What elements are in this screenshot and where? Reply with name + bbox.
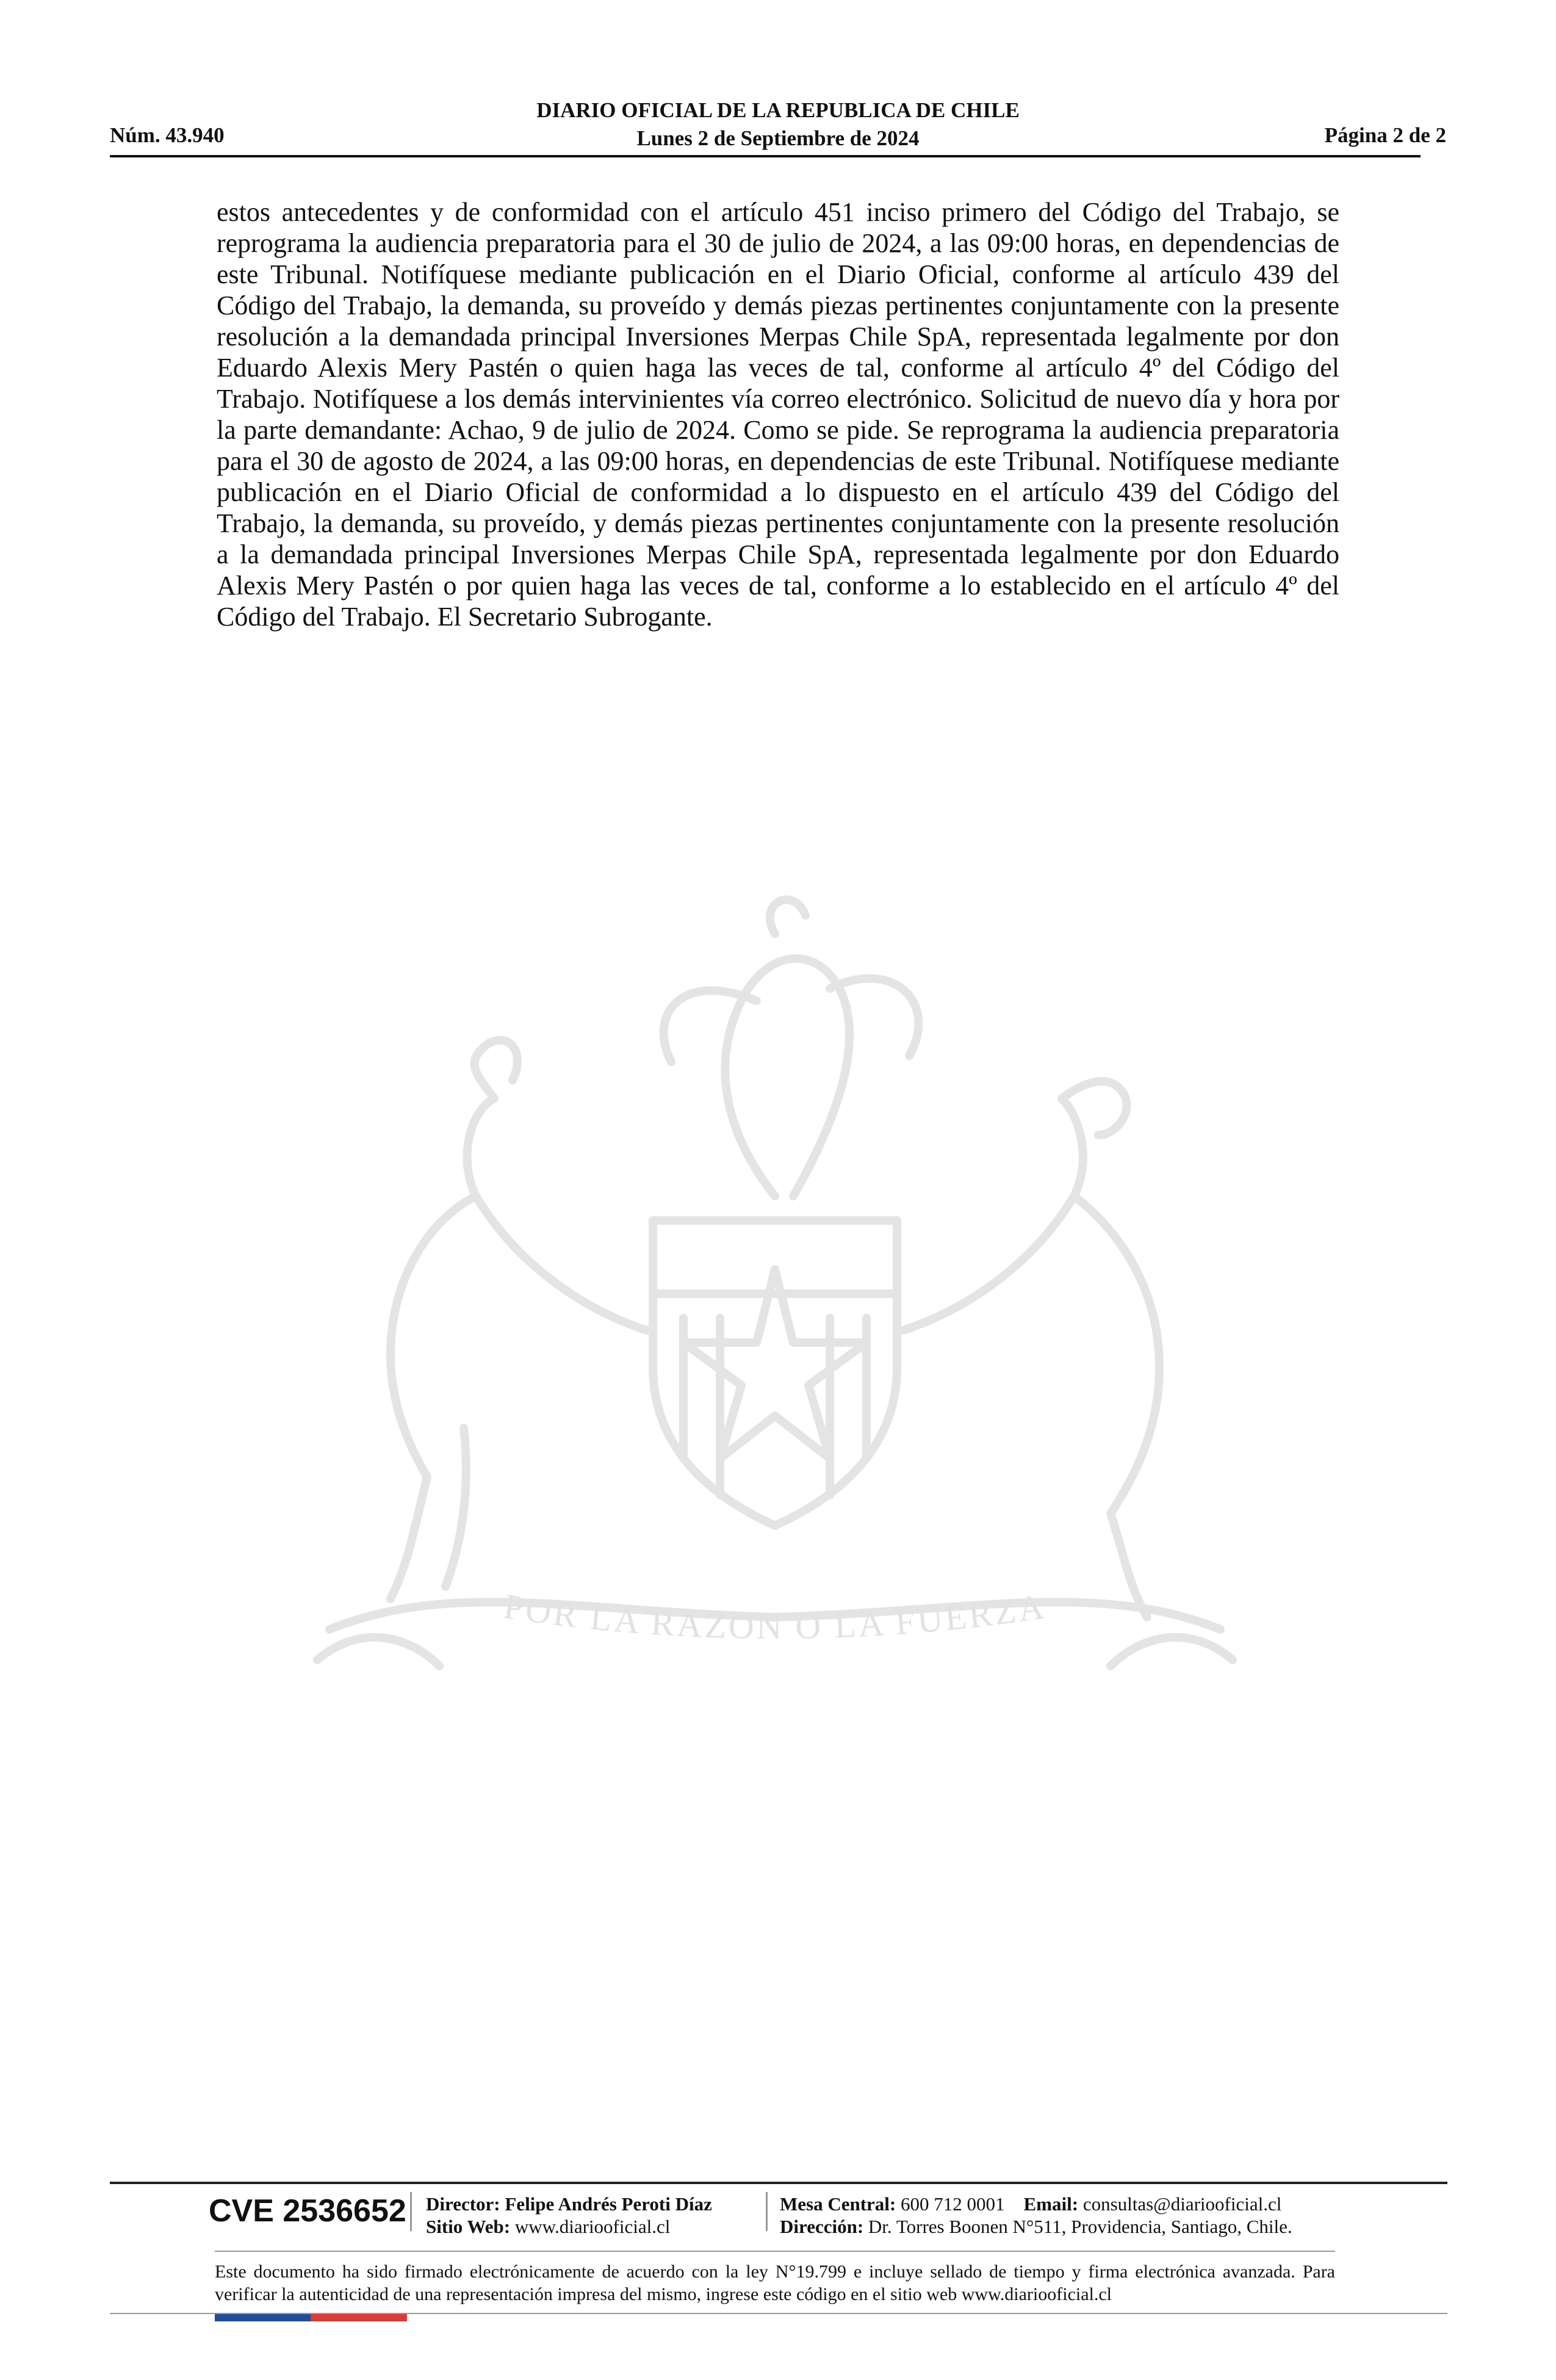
header-center [0,96,1556,153]
email-label: Email: [1023,2193,1079,2215]
signature-disclaimer: Este documento ha sido firmado electrónicamente de acuerdo con la ley N°19.799 e incluye sellado de tiempo y firma electrónica avanzada. Para verificar la autenticidad de una representación impresa del mismo, ingrese este código en el sitio web www.diariooficial.cl [215,2262,1335,2304]
address-label: Dirección: [780,2216,864,2237]
header-divider [110,155,1421,157]
issue-date: Lunes 2 de Septiembre de 2024 [636,126,920,150]
phone-number: 600 712 0001 [901,2193,1005,2215]
publication-title: DIARIO OFICIAL DE LA REPUBLICA DE CHILE [536,98,1020,122]
website-label: Sitio Web: [426,2216,511,2237]
footer-divider-middle [215,2251,1335,2252]
svg-text:POR LA RAZON O LA FUERZA [501,1586,1048,1646]
coat-of-arms-watermark [207,879,1342,1709]
director-label: Director: [426,2193,500,2215]
issue-number: Núm. 43.940 [110,123,225,147]
body-paragraph: estos antecedentes y de conformidad con el artículo 451 inciso primero del Código del Trabajo, se reprograma la audiencia preparatoria para el 30 de julio de 2024, a las 09:00 horas, en dependencias de este Tribunal. Notifíquese mediante publicación en el Diario Oficial, conforme al artículo 439 del Código del Trabajo, la demanda, su proveído y demás piezas pertinentes conjuntamente con la presente resolución a la demandada principal Inversiones Merpas Chile SpA, representada legalmente por don Eduardo Alexis Mery Pastén o quien haga las veces de tal, conforme al artículo 4º del Código del Trabajo. Notifíquese a los demás intervinientes vía correo electrónico. Solicitud de nuevo día y hora por la parte demandante: Achao, 9 de julio de 2024. Como se pide. Se reprograma la audiencia preparatoria para el 30 de agosto de 2024, a las 09:00 horas, en dependencias de este Tribunal. Notifíquese mediante publicación en el Diario Oficial de conformidad a lo dispuesto en el artículo 439 del Código del Trabajo, la demanda, su proveído, y demás piezas pertinentes conjuntamente con la presente resolución a la demandada principal Inversiones Merpas Chile SpA, representada legalmente por don Eduardo Alexis Mery Pastén o por quien haga las veces de tal, conforme a lo establecido en el artículo 4º del Código del Trabajo. El Secretario Subrogante. [217,197,1339,632]
director-block [426,2193,712,2238]
flag-stripe-red [311,2314,407,2321]
watermark-motto: POR LA RAZON O LA FUERZA [501,1586,1049,1647]
contact-block [780,2193,1292,2238]
footer-separator [766,2192,768,2231]
flag-stripe-blue [215,2314,311,2321]
website-link[interactable]: www.diariooficial.cl [514,2216,671,2237]
director-name: Felipe Andrés Peroti Díaz [505,2193,712,2215]
page-number: Página 2 de 2 [1324,123,1446,147]
footer-divider-top [110,2182,1447,2184]
footer-separator [410,2192,412,2231]
address-text: Dr. Torres Boonen N°511, Providencia, Santiago, Chile. [868,2216,1292,2237]
phone-label: Mesa Central: [780,2193,896,2215]
cve-code: CVE 2536652 [209,2193,406,2229]
email-link[interactable]: consultas@diariooficial.cl [1082,2193,1282,2215]
